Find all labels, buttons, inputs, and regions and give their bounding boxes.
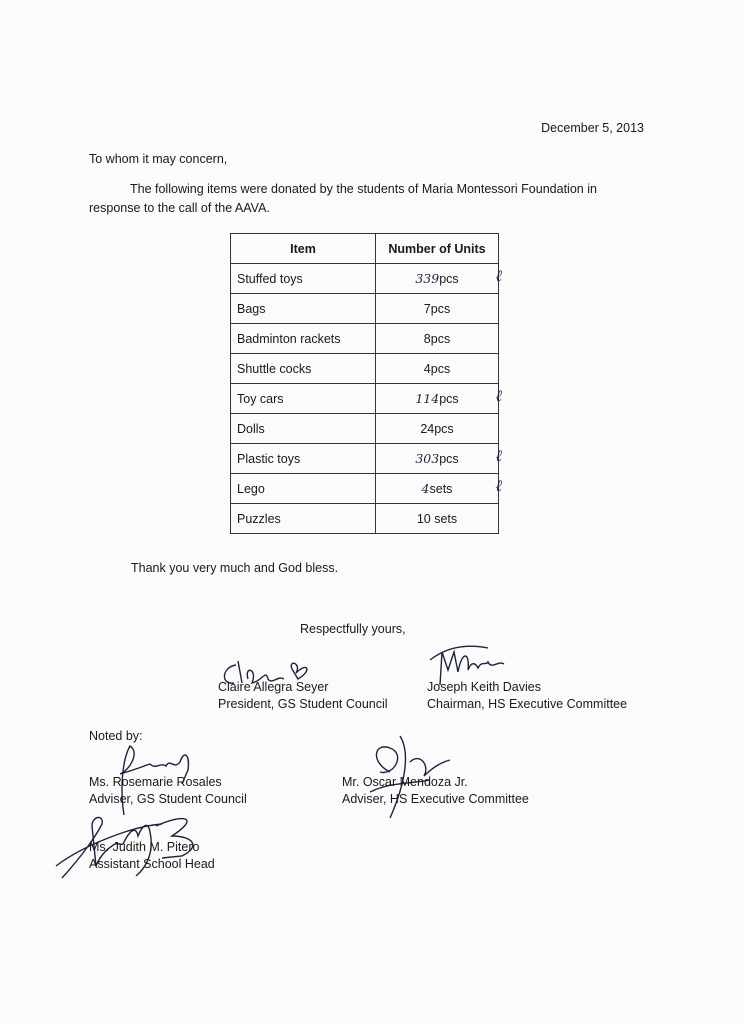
item-quantity [376, 264, 502, 294]
table-row [231, 384, 499, 414]
item-name: Plastic toys [231, 444, 376, 474]
closing-line: Thank you very much and God bless. [131, 561, 339, 575]
item-quantity [376, 474, 502, 504]
header-units: Number of Units [376, 234, 499, 264]
davies-name: Joseph Keith Davies [427, 680, 541, 694]
table-row [231, 264, 499, 294]
item-name: Shuttle cocks [231, 354, 376, 384]
table-row [231, 414, 499, 444]
table-header-row [231, 234, 499, 264]
quantity-unit: 7pcs [423, 301, 451, 316]
item-quantity [376, 504, 499, 534]
table-row [231, 354, 499, 384]
body-paragraph: The following items were donated by the students of Maria Montessori Foundation in response to the call of the AAVA. [89, 182, 597, 215]
seyer-role: President, GS Student Council [218, 697, 388, 711]
pitero-role: Assistant School Head [89, 857, 215, 871]
item-name: Puzzles [231, 504, 376, 534]
salutation: To whom it may concern, [89, 152, 228, 166]
item-quantity [376, 324, 499, 354]
quantity-unit: 10 sets [416, 511, 458, 526]
item-name: Bags [231, 294, 376, 324]
item-name: Stuffed toys [231, 264, 376, 294]
table-row [231, 294, 499, 324]
correction-initials: ℓ [495, 386, 502, 405]
header-item: Item [231, 234, 376, 264]
quantity-unit: 8pcs [423, 331, 451, 346]
quantity-unit: pcs [439, 452, 459, 466]
rosales-name: Ms. Rosemarie Rosales [89, 775, 222, 789]
signatory-mendoza [342, 774, 529, 808]
letter-date: December 5, 2013 [541, 121, 644, 135]
handwritten-quantity: 339 [415, 271, 440, 286]
item-quantity [376, 354, 499, 384]
table-row [231, 504, 499, 534]
table-row [231, 474, 499, 504]
correction-initials: ℓ [495, 446, 502, 465]
quantity-unit: sets [429, 482, 453, 496]
quantity-unit: 24pcs [420, 421, 454, 436]
item-quantity [376, 294, 499, 324]
donation-table [230, 233, 502, 534]
signatory-davies [427, 679, 627, 713]
correction-initials: ℓ [495, 476, 502, 495]
seyer-name: Claire Allegra Seyer [218, 680, 329, 694]
item-quantity [376, 384, 502, 414]
handwritten-quantity: 114 [415, 391, 440, 406]
quantity-unit: 4pcs [423, 361, 451, 376]
item-name: Lego [231, 474, 376, 504]
davies-role: Chairman, HS Executive Committee [427, 697, 628, 711]
item-name: Toy cars [231, 384, 376, 414]
quantity-unit: pcs [439, 272, 459, 286]
rosales-role: Adviser, GS Student Council [89, 792, 247, 806]
handwritten-quantity: 4 [421, 481, 430, 496]
correction-initials: ℓ [495, 266, 502, 285]
item-name: Dolls [231, 414, 376, 444]
quantity-unit: pcs [439, 392, 459, 406]
pitero-name: Ms. Judith M. Pitero [89, 840, 200, 854]
signatory-seyer [218, 679, 388, 713]
complimentary-close: Respectfully yours, [300, 622, 406, 636]
mendoza-role: Adviser, HS Executive Committee [342, 792, 529, 806]
noted-by-label: Noted by: [89, 729, 143, 743]
mendoza-name: Mr. Oscar Mendoza Jr. [342, 775, 468, 789]
item-quantity [376, 444, 502, 474]
table-row [231, 444, 499, 474]
signatory-pitero [89, 839, 215, 873]
item-quantity [376, 414, 499, 444]
table-row [231, 324, 499, 354]
item-name: Badminton rackets [231, 324, 376, 354]
signatory-rosales [89, 774, 247, 808]
handwritten-quantity: 303 [415, 451, 440, 466]
